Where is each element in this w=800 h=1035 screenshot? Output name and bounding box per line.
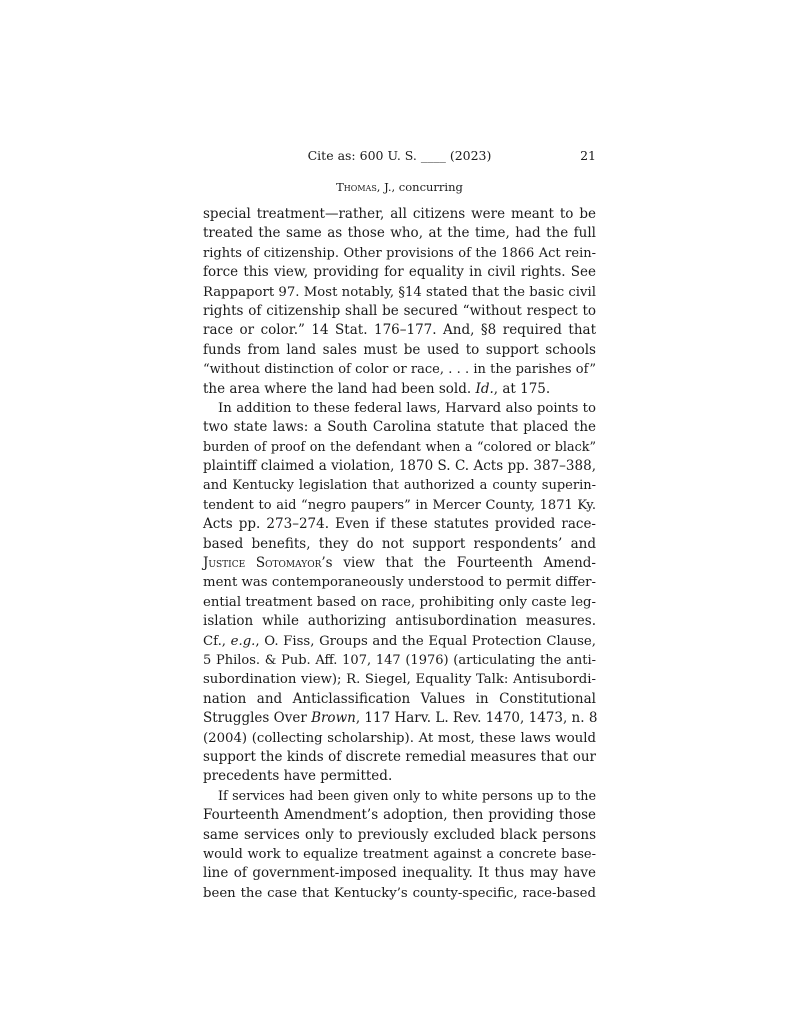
text-line bbox=[203, 380, 596, 399]
text-line: 5 Philos. & Pub. Aff. 107, 147 (1976) (articulating the anti- bbox=[203, 652, 596, 668]
text-line bbox=[203, 632, 596, 651]
text-line: race or color.” 14 Stat. 176–177. And, §8 required that bbox=[203, 322, 596, 339]
text-line: ment was contemporaneously understood to permit differ- bbox=[203, 575, 596, 591]
text-line: Acts pp. 273–274. Even if these statutes provided race- bbox=[203, 516, 596, 533]
text-fragment: , at 175. bbox=[493, 380, 551, 397]
text-fragment: Cf., bbox=[203, 633, 231, 649]
text-line: treated the same as those who, at the time, had the full bbox=[203, 225, 596, 242]
text-line: If services had been given only to white persons up to the bbox=[218, 788, 596, 804]
text-line: support the kinds of discrete remedial measures that our bbox=[203, 748, 596, 765]
text-line: (2004) (collecting scholarship). At most, these laws would bbox=[203, 730, 596, 746]
text-line: rights of citizenship shall be secured “without respect to bbox=[203, 302, 596, 319]
text-line: two state laws: a South Carolina statute that placed the bbox=[203, 419, 596, 436]
text-fragment: ’s view that the Fourteenth Amend- bbox=[321, 555, 596, 572]
text-line: rights of citizenship. Other provisions of the 1866 Act rein- bbox=[203, 245, 596, 261]
text-line: and Kentucky legislation that authorized a county superin- bbox=[203, 478, 596, 494]
text-line: would work to equalize treatment against a concrete base- bbox=[203, 846, 596, 862]
text-line: nation and Anticlassification Values in Constitutional bbox=[203, 690, 596, 707]
text-fragment: , 117 Harv. L. Rev. 1470, 1473, n. 8 bbox=[355, 710, 598, 727]
text-line bbox=[203, 709, 596, 728]
text-line: line of government-imposed inequality. It thus may have bbox=[203, 865, 596, 882]
text-line: Rappaport 97. Most notably, §14 stated that the basic civil bbox=[203, 284, 596, 300]
text-line: “without distinction of color or race, . . . in the parishes of” bbox=[203, 362, 596, 378]
text-line: special treatment—rather, all citizens were meant to be bbox=[203, 206, 596, 222]
opinion-body bbox=[203, 205, 596, 903]
paragraph-2 bbox=[203, 399, 596, 787]
text-line: precedents have permitted. bbox=[203, 768, 393, 785]
text-line: tendent to aid “negro paupers” in Mercer County, 1871 Ky. bbox=[203, 497, 596, 513]
author-name: Thomas bbox=[336, 180, 377, 194]
author-role: , J., concurring bbox=[376, 180, 463, 194]
text-line: based benefits, they do not support respondents’ and bbox=[203, 535, 596, 552]
signal-eg: e.g. bbox=[230, 633, 256, 649]
text-line: force this view, providing for equality in civil rights. See bbox=[203, 264, 596, 281]
page-number: 21 bbox=[580, 148, 596, 163]
justice-name: Justice Sotomayor bbox=[203, 555, 322, 572]
paragraph-1 bbox=[203, 205, 596, 399]
citation-id: Id. bbox=[475, 380, 494, 397]
text-fragment: Struggles Over bbox=[203, 710, 312, 727]
citation-line: Cite as: 600 U. S. ____ (2023) bbox=[307, 148, 492, 163]
text-line: same services only to previously excluded black persons bbox=[203, 826, 596, 843]
running-head bbox=[203, 148, 596, 166]
text-line: plaintiff claimed a violation, 1870 S. C. Acts pp. 387–388, bbox=[203, 458, 596, 475]
paragraph-3 bbox=[203, 787, 596, 903]
text-line: funds from land sales must be used to support schools bbox=[203, 341, 596, 358]
text-line: In addition to these federal laws, Harvard also points to bbox=[218, 400, 596, 416]
text-fragment: , O. Fiss, Groups and the Equal Protection Clause, bbox=[255, 633, 596, 649]
text-line bbox=[203, 554, 596, 573]
author-line bbox=[203, 180, 596, 194]
text-line: subordination view); R. Siegel, Equality Talk: Antisubordi- bbox=[203, 672, 596, 688]
case-name-brown: Brown bbox=[311, 710, 356, 727]
text-line: burden of proof on the defendant when a “colored or black” bbox=[203, 439, 596, 455]
text-line: islation while authorizing antisubordination measures. bbox=[203, 613, 596, 630]
text-line: Fourteenth Amendment’s adoption, then providing those bbox=[203, 807, 596, 824]
text-line: ential treatment based on race, prohibiting only caste leg- bbox=[203, 594, 596, 610]
text-fragment: the area where the land had been sold. bbox=[203, 380, 476, 397]
text-line: been the case that Kentucky’s county-specific, race-based bbox=[203, 885, 596, 901]
